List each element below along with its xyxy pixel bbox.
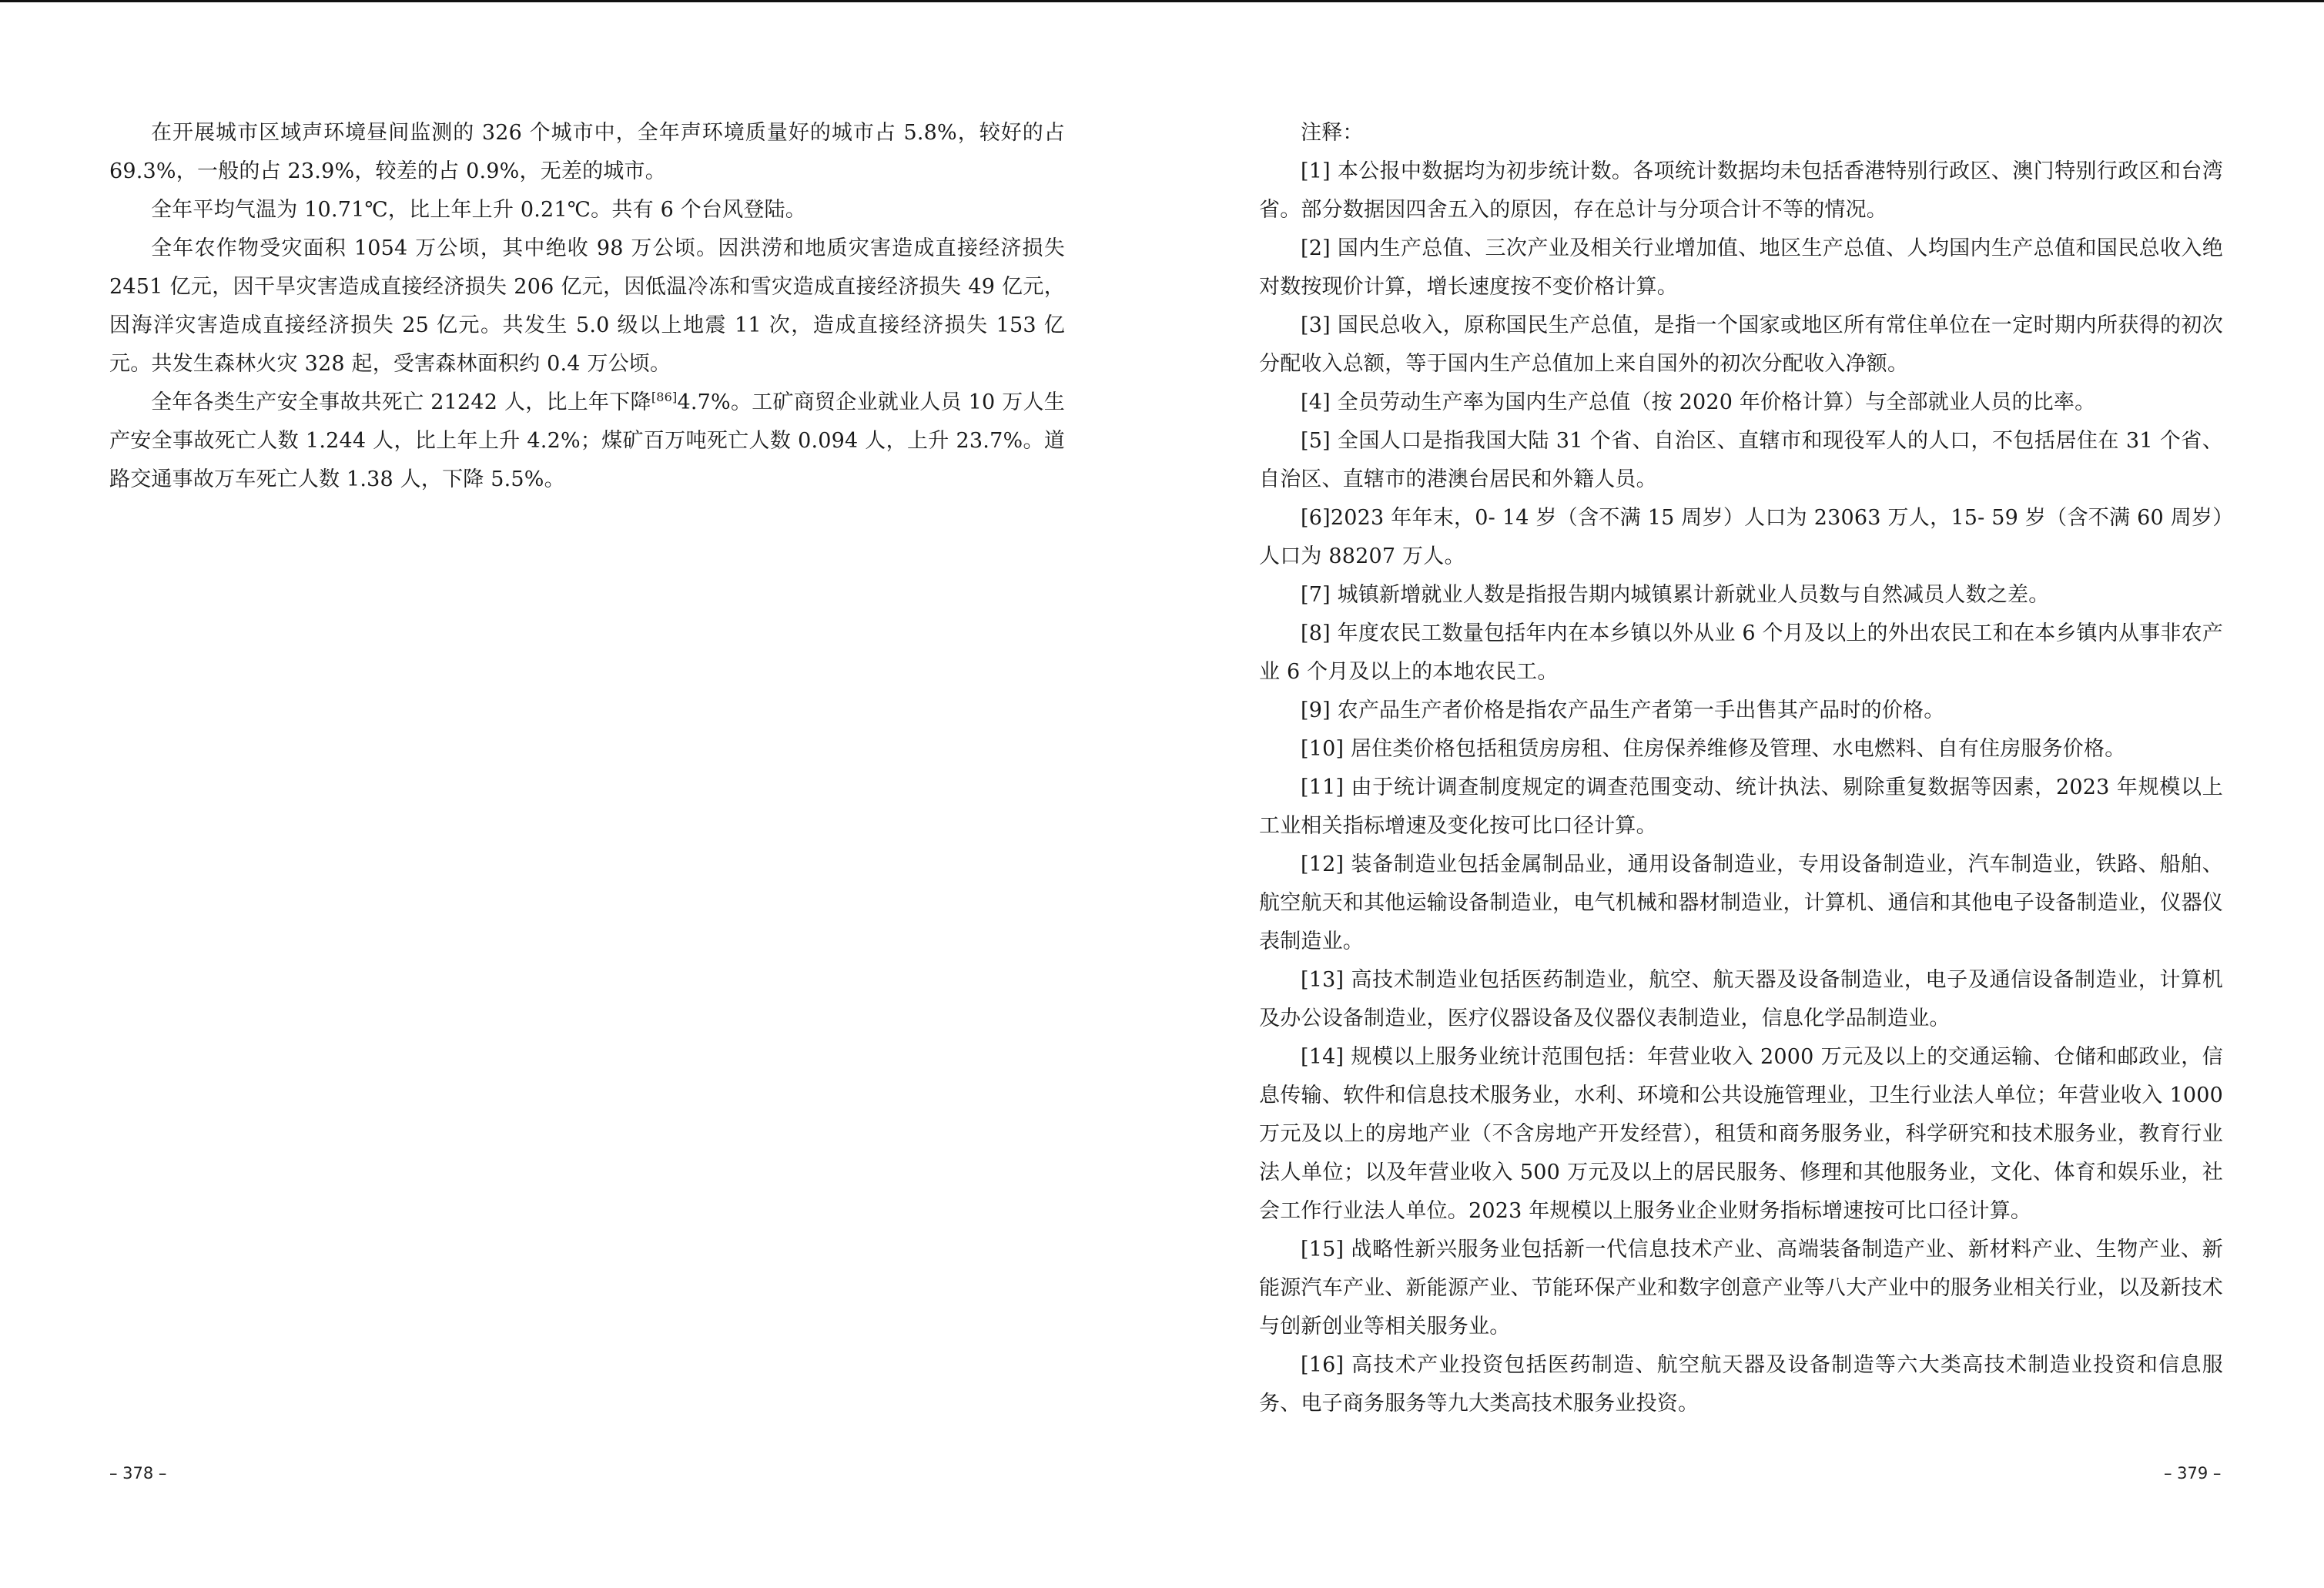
page-number-right: – 379 – (2164, 1464, 2222, 1482)
note-11: [11] 由于统计调查制度规定的调查范围变动、统计执法、剔除重复数据等因素，2023 年规模以上工业相关指标增速及变化按可比口径计算。 (1259, 776, 2223, 838)
note-10: [10] 居住类价格包括租赁房房租、住房保养维修及管理、水电燃料、自有住房服务价格。 (1301, 737, 2126, 761)
notes-section (1259, 114, 2223, 1423)
note-9: [9] 农产品生产者价格是指农产品生产者第一手出售其产品时的价格。 (1301, 699, 1945, 722)
safety-paragraph (109, 384, 1065, 499)
page-number-left: – 378 – (109, 1464, 167, 1482)
disaster-paragraph: 全年农作物受灾面积 1054 万公顷，其中绝收 98 万公顷。因洪涝和地质灾害造成直接经济损失 2451 亿元，因干旱灾害造成直接经济损失 206 亿元，因低温冷冻和雪灾造成直接经济损失 49 亿元，因海洋灾害造成直接经济损失 25 亿元。共发生 5.0 级以上地震 11 次，造成直接经济损失 153 亿元。共发生森林火灾 328 起，受害森林面积约 0.4 万公顷。 (109, 236, 1065, 376)
note-16: [16] 高技术产业投资包括医药制造、航空航天器及设备制造等六大类高技术制造业投资和信息服务、电子商务服务等九大类高技术服务业投资。 (1259, 1353, 2223, 1415)
note-7: [7] 城镇新增就业人数是指报告期内城镇累计新就业人员数与自然减员人数之差。 (1301, 583, 2050, 607)
note-2: [2] 国内生产总值、三次产业及相关行业增加值、地区生产总值、人均国内生产总值和国民总收入绝对数按现价计算，增长速度按不变价格计算。 (1259, 236, 2223, 299)
note-14: [14] 规模以上服务业统计范围包括：年营业收入 2000 万元及以上的交通运输、仓储和邮政业，信息传输、软件和信息技术服务业，水利、环境和公共设施管理业，卫生行业法人单位；年营业收入 1000 万元及以上的房地产业（不含房地产开发经营），租赁和商务服务业，科学研究和技术服务业，教育行业法人单位；以及年营业收入 500 万元及以上的居民服务、修理和其他服务业，文化、体育和娱乐业，社会工作行业法人单位。2023 年规模以上服务业企业财务指标增速按可比口径计算。 (1259, 1045, 2223, 1223)
note-8: [8] 年度农民工数量包括年内在本乡镇以外从业 6 个月及以上的外出农民工和在本乡镇内从事非农产业 6 个月及以上的本地农民工。 (1259, 621, 2223, 684)
note-13: [13] 高技术制造业包括医药制造业，航空、航天器及设备制造业，电子及通信设备制造业，计算机及办公设备制造业，医疗仪器设备及仪器仪表制造业，信息化学品制造业。 (1259, 968, 2223, 1030)
footnote-reference: [86] (651, 390, 678, 404)
note-12: [12] 装备制造业包括金属制品业，通用设备制造业，专用设备制造业，汽车制造业，铁路、船舶、航空航天和其他运输设备制造业，电气机械和器材制造业，计算机、通信和其他电子设备制造业，仪器仪表制造业。 (1259, 853, 2223, 953)
note-4: [4] 全员劳动生产率为国内生产总值（按 2020 年价格计算）与全部就业人员的比率。 (1301, 390, 2096, 414)
note-5: [5] 全国人口是指我国大陆 31 个省、自治区、直辖市和现役军人的人口，不包括居住在 31 个省、自治区、直辖市的港澳台居民和外籍人员。 (1259, 429, 2223, 491)
note-15: [15] 战略性新兴服务业包括新一代信息技术产业、高端装备制造产业、新材料产业、生物产业、新能源汽车产业、新能源产业、节能环保产业和数字创意产业等八大产业中的服务业相关行业，以及新技术与创新创业等相关服务业。 (1259, 1238, 2223, 1338)
safety-text-after: 4.7%。工矿商贸企业就业人员 10 万人生产安全事故死亡人数 1.244 人，比上年上升 4.2%；煤矿百万吨死亡人数 0.094 人，上升 23.7%。道路交通事故万车死亡人数 1.38 人，下降 5.5%。 (109, 390, 1065, 491)
notes-heading: 注释： (1301, 121, 1364, 145)
noise-paragraph: 在开展城市区域声环境昼间监测的 326 个城市中，全年声环境质量好的城市占 5.8%，较好的占 69.3%，一般的占 23.9%，较差的占 0.9%，无差的城市。 (109, 121, 1065, 183)
right-page (1162, 0, 2324, 1588)
note-6: [6]2023 年年末，0- 14 岁（含不满 15 周岁）人口为 23063 万人，15- 59 岁（含不满 60 周岁）人口为 88207 万人。 (1259, 506, 2223, 568)
left-page-body (109, 114, 1065, 499)
note-3: [3] 国民总收入，原称国民生产总值，是指一个国家或地区所有常住单位在一定时期内所获得的初次分配收入总额，等于国内生产总值加上来自国外的初次分配收入净额。 (1259, 313, 2223, 376)
temperature-paragraph: 全年平均气温为 10.71℃，比上年上升 0.21℃。共有 6 个台风登陆。 (151, 198, 806, 222)
safety-text-before: 全年各类生产安全事故共死亡 21242 人，比上年下降 (151, 390, 651, 414)
note-1: [1] 本公报中数据均为初步统计数。各项统计数据均未包括香港特别行政区、澳门特别行政区和台湾省。部分数据因四舍五入的原因，存在总计与分项合计不等的情况。 (1259, 159, 2223, 222)
